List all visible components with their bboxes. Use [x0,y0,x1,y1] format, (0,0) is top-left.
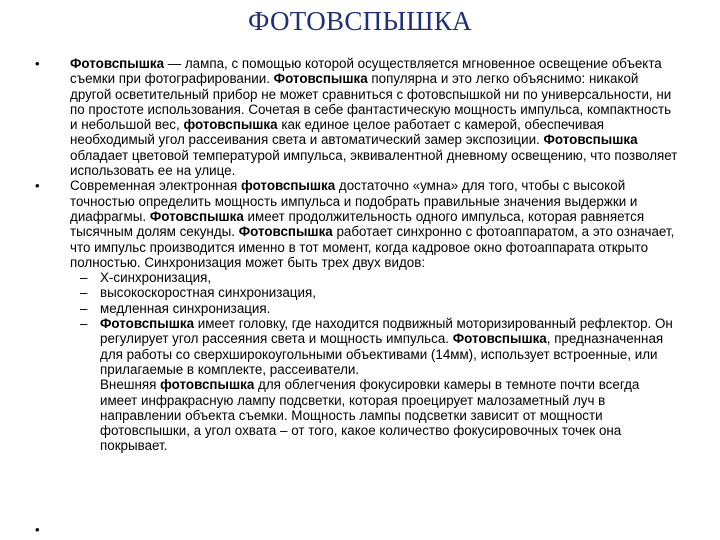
sub-list [70,270,680,454]
empty-bullet: • [35,522,40,537]
bold-term: Фотовспышка [149,208,244,224]
bullet-item [0,178,720,453]
text-run: имеет продолжительность одного импульса, которая равняется тысячным долям секунды. [70,208,645,240]
sub-item-text [100,301,270,316]
text-run: Современная электронная [70,178,242,194]
text-run: имеет головку, где находится подвижный моторизированный рефлектор. Он регулирует угол рассеяния света и мощность импульса. [100,316,673,347]
sub-list-item [70,316,680,454]
text-run: , предназначенная для работы со сверхширокоугольными объективами (14мм), использует встроенные, или прилагаемые в комплекте, рассеиватели. [100,331,664,377]
dash-marker: – [80,285,88,301]
text-run: для облегчения фокусировки камеры в темноте почти всегда имеет инфракрасную лампу подсветки, которая проецирует малозаметный луч в направлении объекта съемки. Мощность лампы подсветки зависит от мощности фотовспышки, а угол охвата – от того, какое количество фокусировочных точек она покрывает. [100,377,640,454]
bullet-text [70,178,674,269]
bullet-text [70,56,677,178]
bold-term: Фотовспышка [543,132,638,148]
bold-term: фотовспышка [160,377,255,393]
slide-title: ФОТОВСПЫШКА [248,6,472,36]
dash-marker: – [80,270,88,286]
bold-term: Фотовспышка [70,56,165,71]
dash-marker: – [80,300,88,316]
bold-term: фотовспышка [183,117,278,133]
bullet-list [0,56,720,454]
bold-term: Фотовспышка [452,331,547,347]
sub-list-item [70,285,680,300]
dash-marker: – [80,316,88,332]
text-run: работает синхронно с фотоаппаратом, а это означает, что импульс производится именно в тот момент, когда кадровое окно фотоаппарата открыто полностью. Синхронизация может быть трех двух видов: [70,224,675,270]
bullet-marker: • [35,178,40,194]
bold-term: фотовспышка [241,178,336,194]
text-run: медленная синхронизация. [100,300,271,316]
sub-item-text [100,270,211,285]
text-run: популярна и это легко объяснимо: никакой другой осветительный прибор не может сравниться с фотовспышкой ни по универсальности, ни по простоте использования. Сочетая в себе фантастическую мощность импульса, компактность и небольшой вес, [70,71,672,133]
text-run: — лампа, с помощью которой осуществляется мгновенное освещение объекта съемки при фотографировании. [70,56,662,87]
text-run: обладает цветовой температурой импульса, эквивалентной дневному освещению, что позволяет использовать ее на улице. [70,147,678,179]
sub-list-item [70,301,680,316]
bold-term: Фотовспышка [273,71,368,87]
text-run: как единое целое работает с камерой, обеспечивая необходимый угол рассеивания света и автоматический замер экспозиции. [70,117,605,148]
sub-item-text [100,285,316,300]
bold-term: Фотовспышка [100,316,195,332]
text-run: Внешняя [100,377,161,393]
text-run: Х-синхронизация, [100,270,212,286]
bullet-marker: • [35,56,40,71]
text-run: достаточно «умна» для того, чтобы с высокой точностью определить мощность импульса и подобрать правильные значения выдержки и диафрагмы. [70,178,638,224]
sub-list-item [70,270,680,285]
bold-term: Фотовспышка [238,224,333,240]
text-run: высокоскоростная синхронизация, [100,285,316,301]
sub-item-text [100,316,673,453]
bullet-item [0,56,720,178]
